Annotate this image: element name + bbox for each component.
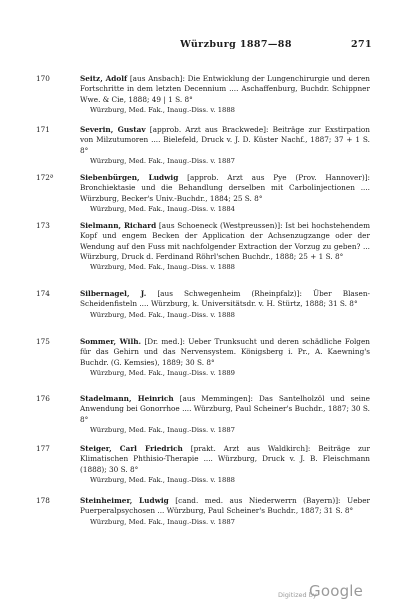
entry-number: 173 bbox=[36, 221, 50, 230]
dissertation-note: Würzburg, Med. Fak., Inaug.-Diss. v. 1887 bbox=[90, 156, 236, 165]
bibliography-entry bbox=[36, 394, 370, 435]
dissertation-note: Würzburg, Med. Fak., Inaug.-Diss. v. 1887 bbox=[90, 517, 236, 526]
entry-text: [aus Ansbach]: Die Entwicklung der Lungenchirurgie und deren Fortschritte in dem letzten Decennium .... Aschaffenburg, Buchdr. Schippner Wwe. & Cie, 1888; 49 | 1 S. 8° bbox=[80, 74, 370, 104]
entry-number: 172ª bbox=[36, 173, 54, 182]
author-name: Severin, Gustav bbox=[80, 125, 146, 134]
entry-body bbox=[80, 289, 370, 310]
entry-text: [aus Memmingen]: Das Santelholzöl und seine Anwendung bei Gonorrhoe .... Würzburg, Paul Scheiner's Buchdr., 1887; 30 S. 8° bbox=[80, 394, 370, 424]
entry-text: [Dr. med.]: Ueber Trunksucht und deren schädliche Folgen für das Gehirn und das Nervensystem. Königsberg i. Pr., A. Kaewning's Buchdr. (G. Kemsies), 1889; 30 S. 8° bbox=[80, 337, 370, 367]
dissertation-note: Würzburg, Med. Fak., Inaug.-Diss. v. 1888 bbox=[90, 310, 236, 319]
entry-body bbox=[80, 74, 370, 105]
entry-number: 174 bbox=[36, 289, 50, 298]
bibliography-entry bbox=[36, 173, 370, 214]
dissertation-note: Würzburg, Med. Fak., Inaug.-Diss. v. 1888 bbox=[90, 105, 236, 114]
entry-text: [cand. med. aus Niederwerrn (Bayern)]: Ueber Puerperalpsychosen ... Würzburg, Paul Scheiner's Buchdr., 1887; 31 S. 8° bbox=[80, 496, 371, 516]
author-name: Steinheimer, Ludwig bbox=[80, 496, 169, 505]
entry-text: [prakt. Arzt aus Waldkirch]: Beiträge zur Klimatischen Phthisio-Therapie .... Würzburg, Druck v. J. B. Fleischmann (1888); 30 S. 8° bbox=[80, 444, 370, 474]
bibliography-entry bbox=[36, 337, 370, 378]
watermark-small-text: Digitized by bbox=[278, 591, 317, 599]
dissertation-note: Würzburg, Med. Fak., Inaug.-Diss. v. 1888 bbox=[90, 475, 236, 484]
entry-number: 171 bbox=[36, 125, 50, 134]
dissertation-note: Würzburg, Med. Fak., Inaug.-Diss. v. 1887 bbox=[90, 425, 236, 434]
author-name: Seitz, Adolf bbox=[80, 74, 128, 83]
author-name: Steiger, Carl Friedrich bbox=[80, 444, 183, 453]
dissertation-note: Würzburg, Med. Fak., Inaug.-Diss. v. 1889 bbox=[90, 368, 236, 377]
entry-body bbox=[80, 496, 370, 517]
bibliography-entry bbox=[36, 221, 370, 272]
entry-number: 178 bbox=[36, 496, 50, 505]
author-name: Sielmann, Richard bbox=[80, 221, 157, 230]
running-title: Würzburg 1887—88 bbox=[180, 39, 292, 50]
bibliography-entry bbox=[36, 289, 370, 320]
entry-body bbox=[80, 394, 370, 425]
bibliography-entry bbox=[36, 125, 370, 166]
entry-number: 176 bbox=[36, 394, 50, 403]
entry-number: 177 bbox=[36, 444, 50, 453]
entry-number: 175 bbox=[36, 337, 50, 346]
entry-number: 170 bbox=[36, 74, 50, 83]
entry-body bbox=[80, 337, 370, 368]
page-header bbox=[100, 39, 372, 53]
author-name: Sommer, Wilh. bbox=[80, 337, 142, 346]
author-name: Stadelmann, Heinrich bbox=[80, 394, 174, 403]
entry-body bbox=[80, 221, 370, 262]
entry-body bbox=[80, 173, 370, 204]
bibliography-entry bbox=[36, 74, 370, 115]
author-name: Silbernagel, J. bbox=[80, 289, 147, 298]
entry-text: [approb. Arzt aus Pye (Prov. Hannover)]: Bronchiektasie und die Behandlung derselben mit Carbolinjectionen .... Würzburg, Becker's Univ.-Buchdr., 1884; 25 S. 8° bbox=[80, 173, 370, 203]
entry-text: [approb. Arzt aus Brackwede]: Beiträge zur Exstirpation von Milzutumoren .... Bielefeld, Druck v. J. D. Küster Nachf., 1887; 37 + 1 S. 8° bbox=[80, 125, 371, 155]
entry-text: [aus Schoeneck (Westpreussen)]: Ist bei hochstehendem Kopf und engem Becken der Application der Achsenzugzange oder der Wendung auf den Fuss mit nachfolgender Extraction der Vorzug zu geben? ... Würzburg, Druck d. Ferdinand Röhrl'schen Buchdr., 1888; 25 + 1 S. 8° bbox=[80, 221, 371, 261]
dissertation-note: Würzburg, Med. Fak., Inaug.-Diss. v. 1888 bbox=[90, 263, 236, 272]
entry-body bbox=[80, 444, 370, 475]
digitization-watermark bbox=[278, 580, 386, 604]
dissertation-note: Würzburg, Med. Fak., Inaug.-Diss. v. 1884 bbox=[90, 204, 236, 213]
entry-body bbox=[80, 125, 370, 156]
author-name: Siebenbürgen, Ludwig bbox=[80, 173, 179, 182]
watermark-brand: Google bbox=[309, 582, 364, 600]
page-number: 271 bbox=[350, 39, 372, 50]
bibliography-entry bbox=[36, 444, 370, 485]
bibliography-entry bbox=[36, 496, 370, 527]
entry-text: [aus Schwegenheim (Rheinpfalz)]: Über Blasen-Scheidenfisteln .... Würzburg, k. Universitätsdr. v. H. Stürtz, 1888; 31 S. 8° bbox=[80, 289, 370, 309]
